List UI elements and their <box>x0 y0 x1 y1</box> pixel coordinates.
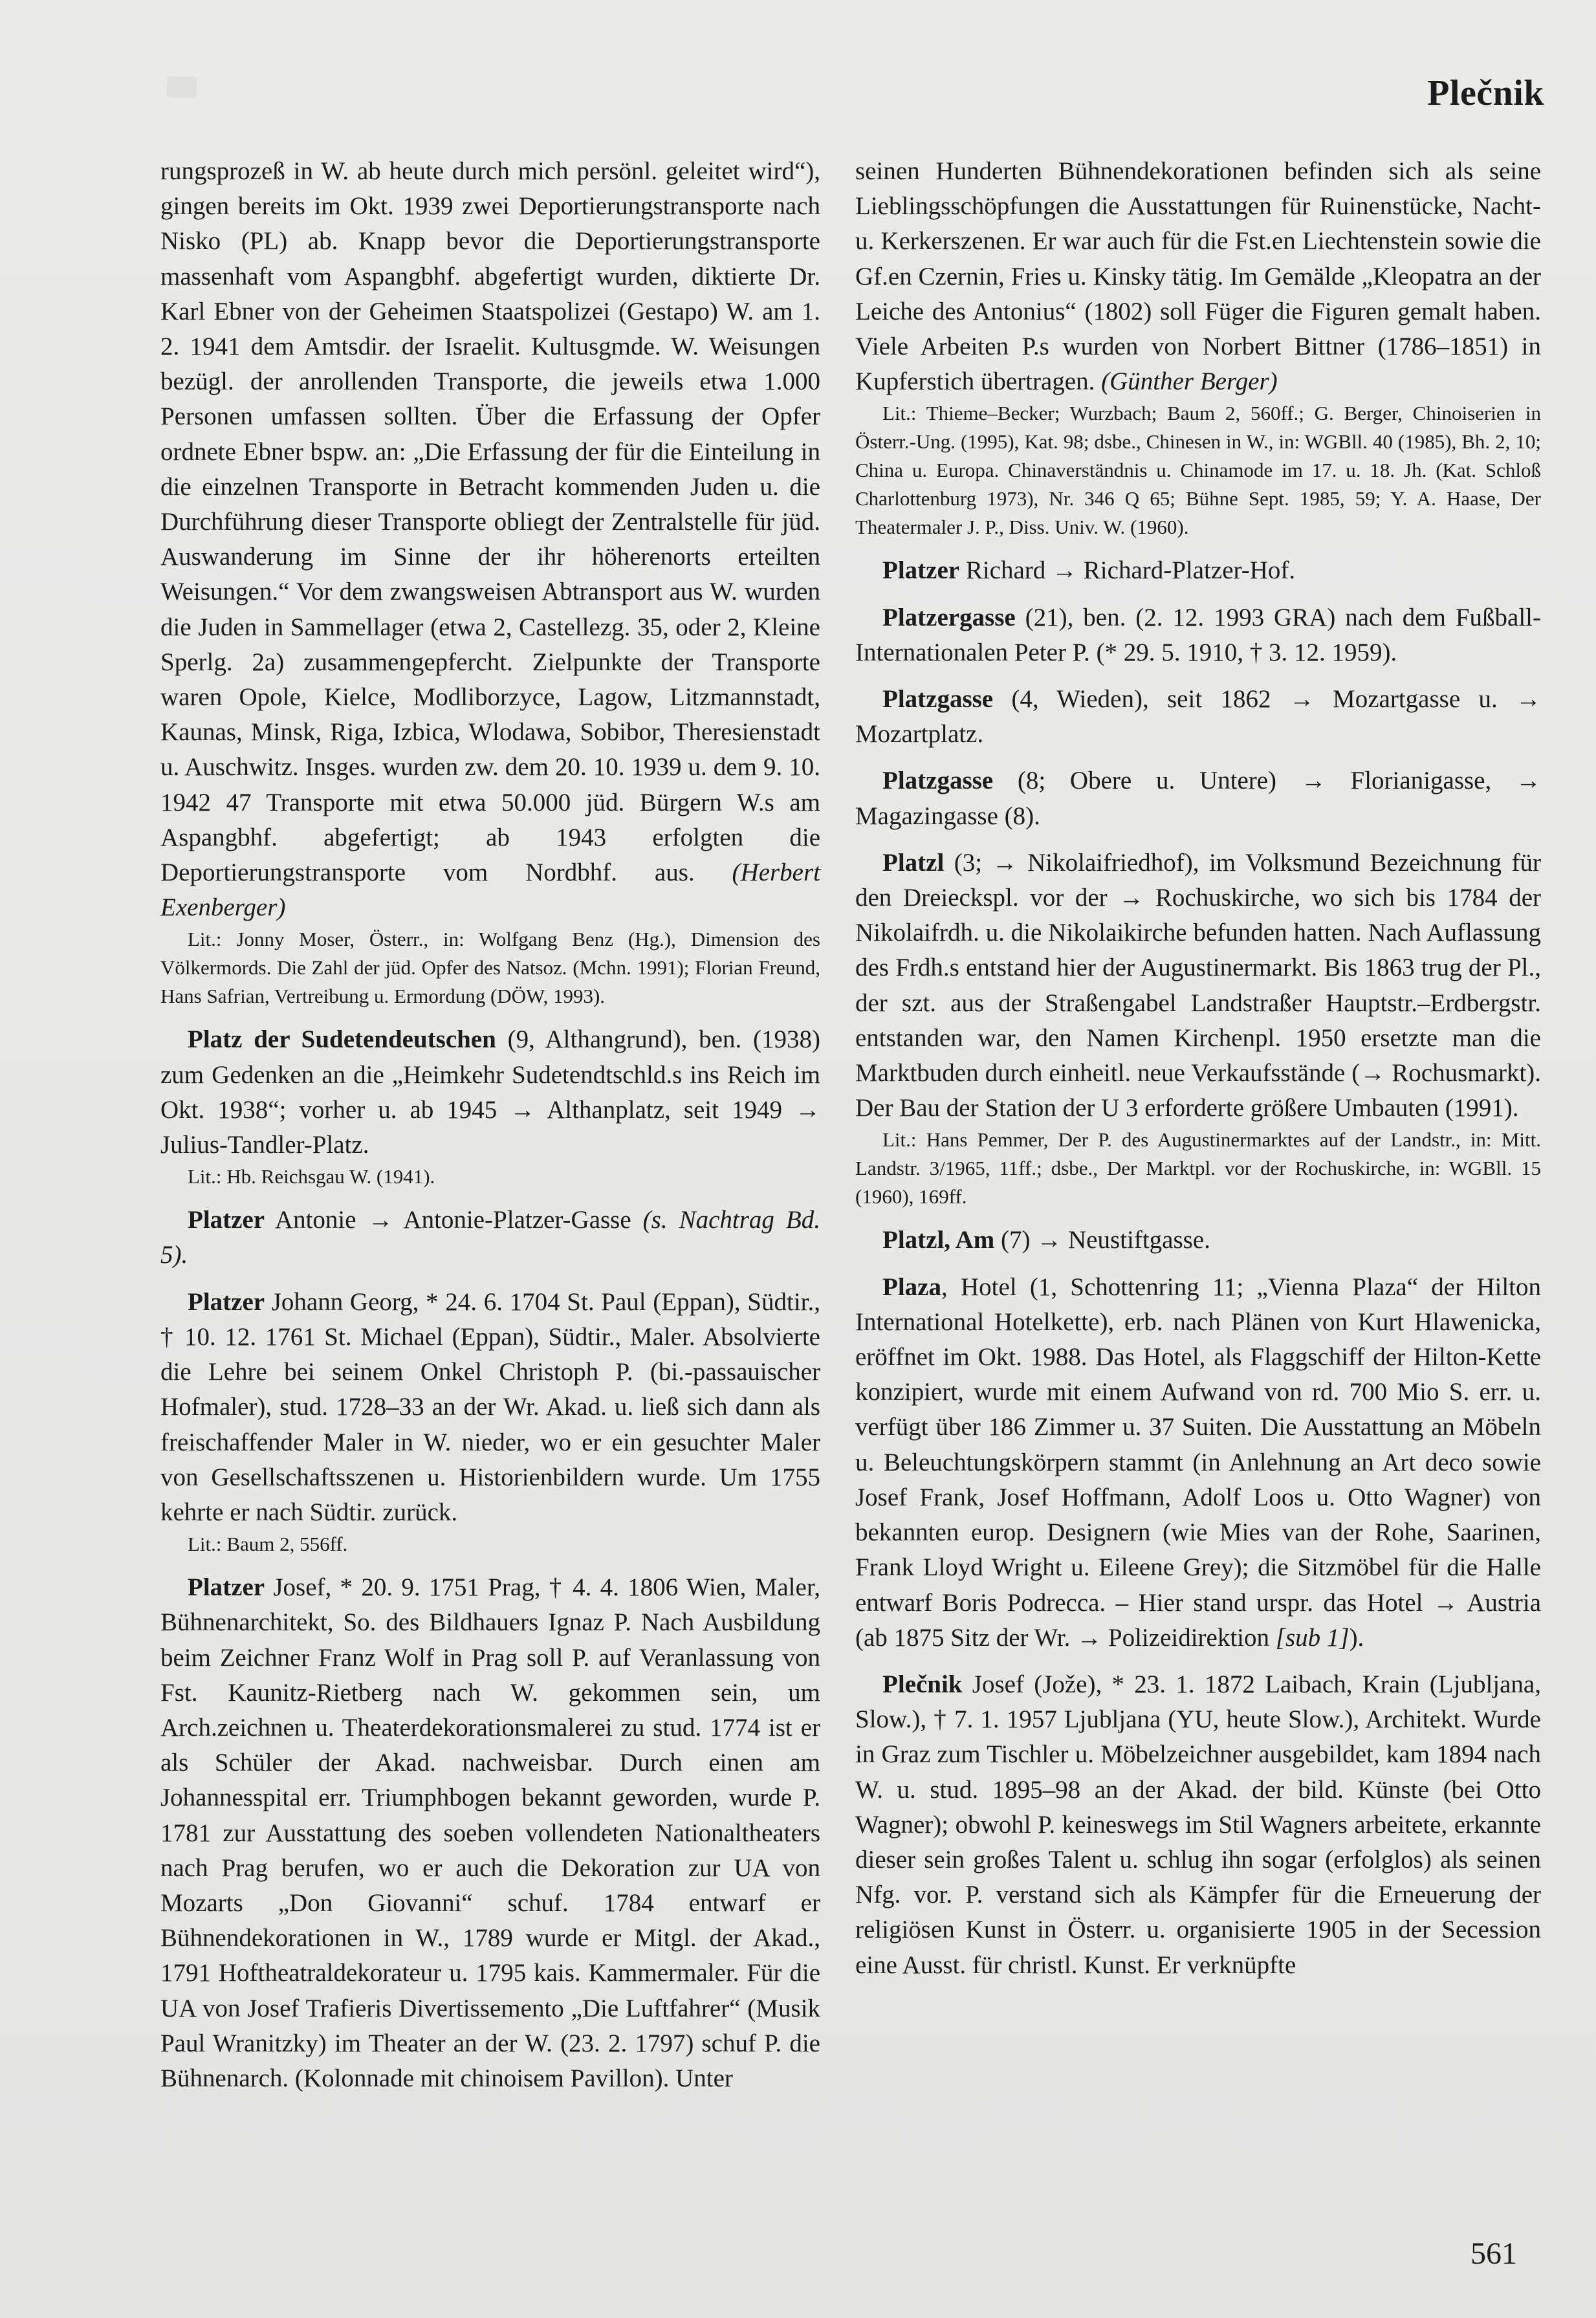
page-number: 561 <box>1470 2236 1517 2271</box>
literature-note: Lit.: Jonny Moser, Österr., in: Wolfgang Benz (Hg.), Dimension des Völkermords. Die Zahl der jüd. Opfer des Natsoz. (Mchn. 1991); Florian Freund, Hans Safrian, Vertreibung u. Ermordung (DÖW, 1993). <box>160 928 820 1008</box>
running-head: Plečnik <box>1427 73 1544 113</box>
entry-platzgasse-8 <box>855 763 1541 833</box>
entry-platz-der-sudetendeutschen <box>160 1022 820 1191</box>
entry-platzer-richard <box>855 553 1541 588</box>
entry-text: Antonie → Antonie-Platzer-Gasse <box>265 1206 643 1234</box>
entry-headword: Plaza <box>882 1273 941 1301</box>
entry-italic-ref: [sub 1] <box>1275 1623 1350 1652</box>
entry-text: (4, Wieden), seit 1862 → Mozartgasse u. → Mozartplatz. <box>855 685 1541 749</box>
entry-text: Johann Georg, * 24. 6. 1704 St. Paul (Eppan), Südtir., † 10. 12. 1761 St. Michael (Eppan), Südtir., Maler. Absolvierte die Lehre bei seinem Onkel Christoph P. (bi.-passauischer Hofmaler), stud. 1728–33 an der Wr. Akad. u. ließ sich dann als freischaffender Maler in W. nieder, wo er ein gesuchter Maler von Gesellschaftsszenen u. Historienbildern wurde. Um 1755 kehrte er nach Südtir. zurück. <box>160 1287 820 1526</box>
entry-plaza <box>855 1270 1541 1656</box>
entry-continuation <box>160 154 820 1011</box>
entry-text: (3; → Nikolaifriedhof), im Volksmund Bezeichnung für den Dreieckspl. vor der → Rochuskirche, wo sich bis 1784 der Nikolaifrdh. u. die Nikolaikirche befunden hatten. Nach Auflassung des Frdh.s entstand hier der Augustinermarkt. Bis 1863 trug der Pl., der szt. aus der Straßengabel Landstraßer Hauptstr.–Erdbergstr. entstanden war, den Namen Kirchenpl. 1950 ersetzte man die Marktbuden durch einheitl. neue Verkaufsstände (→ Rochusmarkt). Der Bau der Station der U 3 erforderte größere Umbauten (1991). <box>855 848 1541 1122</box>
entry-text: Josef, * 20. 9. 1751 Prag, † 4. 4. 1806 Wien, Maler, Bühnenarchitekt, So. des Bildhauers Ignaz P. Nach Ausbildung beim Zeichner Franz Wolf in Prag soll P. auf Veranlassung von Fst. Kaunitz-Rietberg nach W. gekommen sein, um Arch.zeichnen u. Theaterdekorationsmalerei zu stud. 1774 ist er als Schüler der Akad. nachweisbar. Durch einen am Johannesspital err. Triumphbogen bekannt geworden, wurde P. 1781 zur Ausstattung des soeben vollendeten Nationaltheaters nach Prag berufen, wo er auch die Dekoration zur UA von Mozarts „Don Giovanni“ schuf. 1784 entwarf er Bühnendekorationen in W., 1789 wurde er Mitgl. der Akad., 1791 Hoftheatraldekorateur u. 1795 kais. Kammermaler. Für die UA von Josef Trafieris Divertissemento „Die Luftfahrer“ (Musik Paul Wranitzky) im Theater an der W. (23. 2. 1797) schuf P. die Bühnenarch. (Kolonnade mit chinoisem Pavillon). Unter <box>160 1573 820 2092</box>
entry-text: (7) → Neustiftgasse. <box>994 1226 1210 1254</box>
entry-crossref-note: (s. Nachtrag Bd. 5). <box>160 1206 820 1269</box>
entry-platzer-josef <box>160 1570 820 2096</box>
entry-text: Josef (Jože), * 23. 1. 1872 Laibach, Krain (Ljubljana, Slow.), † 7. 1. 1957 Ljubljana (YU, heute Slow.), Architekt. Wurde in Graz zum Tischler u. Möbelzeichner ausgebildet, kam 1894 nach W. u. stud. 1895–98 an der Akad. der bild. Künste (bei Otto Wagner); obwohl P. keineswegs im Stil Wagners arbeitete, erkannte dieser sein großes Talent u. schlug ihn sogar (erfolglos) als seinen Nfg. vor. P. verstand sich als Kämpfer für die Erneuerung der religiösen Kunst in Österr. u. organisierte 1905 in der Secession eine Ausst. für christl. Kunst. Er verknüpfte <box>855 1670 1541 1979</box>
entry-headword: Platzl, Am <box>882 1226 995 1254</box>
right-column <box>855 154 1541 1995</box>
entry-plecnik <box>855 1667 1541 1983</box>
left-column <box>160 154 820 2108</box>
entry-headword: Platzer <box>188 1573 265 1602</box>
entry-text-end: ). <box>1349 1623 1364 1652</box>
literature-note: Lit.: Thieme–Becker; Wurzbach; Baum 2, 560ff.; G. Berger, Chinoiserien in Österr.-Ung. (1995), Kat. 98; dsbe., Chinesen in W., in: WGBll. 40 (1985), Bh. 2, 10; China u. Europa. Chinaverständnis u. Chinamode im 17. u. 18. Jh. (Kat. Schloß Charlottenburg 1973), Nr. 346 Q 65; Bühne Sept. 1985, 59; Y. A. Haase, Der Theatermaler J. P., Diss. Univ. W. (1960). <box>855 402 1541 539</box>
entry-headword: Platzgasse <box>882 767 994 795</box>
paper-mark <box>167 76 197 98</box>
entry-platzl-am <box>855 1223 1541 1258</box>
entry-headword: Plečnik <box>882 1670 963 1698</box>
literature-note: Lit.: Baum 2, 556ff. <box>188 1533 348 1556</box>
entry-text: rungsprozeß in W. ab heute durch mich persönl. geleitet wird“), gingen bereits im Okt. 1939 zwei Deportierungstransporte nach Nisko (PL) ab. Knapp bevor die Deportierungstransporte massenhaft vom Aspangbhf. abgefertigt wurden, diktierte Dr. Karl Ebner von der Geheimen Staatspolizei (Gestapo) W. am 1. 2. 1941 dem Amtsdir. der Israelit. Kultusgmde. W. Weisungen bezügl. der anrollenden Transporte, die jeweils etwa 1.000 Personen umfassen sollten. Über die Erfassung der Opfer ordnete Ebner bspw. an: „Die Erfassung der für die Einteilung in die einzelnen Transporte in Betracht kommenden Juden u. die Durchführung dieser Transporte obliegt der Zentralstelle für jüd. Auswanderung im Sinne der ihr höherenorts erteilten Weisungen.“ Vor dem zwangsweisen Abtransport aus W. wurden die Juden in Sammellager (etwa 2, Castellezg. 35, oder 2, Kleine Sperlg. 2a) zusammengepfercht. Zielpunkte der Transporte waren Opole, Kielce, Modliborzyce, Lagow, Litzmannstadt, Kaunas, Minsk, Riga, Izbica, Wlodawa, Sobibor, Theresienstadt u. Auschwitz. Insges. wurden zw. dem 20. 10. 1939 u. dem 9. 10. 1942 47 Transporte mit etwa 50.000 jüd. Bürgern W.s am Aspangbhf. abgefertigt; ab 1943 erfolgten die Deportierungstransporte vom Nordbhf. aus. <box>160 157 820 887</box>
entry-headword: Platzl <box>882 848 945 877</box>
entry-headword: Platzergasse <box>882 603 1016 631</box>
entry-platzergasse <box>855 600 1541 670</box>
entry-platzer-antonie <box>160 1203 820 1273</box>
entry-headword: Platzer <box>188 1287 265 1316</box>
entry-headword: Platzer <box>882 556 960 585</box>
entry-headword: Platz der Sudetendeutschen <box>188 1025 496 1054</box>
entry-platzer-johann-georg <box>160 1285 820 1558</box>
author-signature: (Herbert Exenberger) <box>160 858 821 922</box>
entry-text: (9, Althangrund), ben. (1938) zum Gedenken an die „Heimkehr Sudetendtschld.s ins Reich im Okt. 1938“; vorher u. ab 1945 → Althanplatz, seit 1949 → Julius-Tandler-Platz. <box>160 1025 820 1159</box>
entry-headword: Platzgasse <box>882 685 994 714</box>
entry-text: (8; Obere u. Untere) → Florianigasse, → Magazingasse (8). <box>855 767 1541 830</box>
author-signature: (Günther Berger) <box>1101 367 1278 396</box>
entry-text: Richard → Richard-Platzer-Hof. <box>959 556 1296 585</box>
entry-text: , Hotel (1, Schottenring 11; „Vienna Plaza“ der Hilton International Hotelkette), erb. nach Plänen von Kurt Hlawenicka, eröffnet im Okt. 1988. Das Hotel, als Flaggschiff der Hilton-Kette konzipiert, wurde mit einem Aufwand von rd. 700 Mio S. err. u. verfügt über 186 Zimmer u. 37 Suiten. Die Ausstattung an Möbeln u. Beleuchtungskörpern stammt (in Anlehnung an Art deco sowie Josef Frank, Josef Hoffmann, Adolf Loos u. Otto Wagner) von bekannten europ. Designern (wie Mies van der Rohe, Saarinen, Frank Lloyd Wright u. Eileene Grey); die Sitzmöbel für die Halle entwarf Boris Podrecca. – Hier stand urspr. das Hotel → Austria (ab 1875 Sitz der Wr. → Polizeidirektion <box>855 1273 1541 1652</box>
literature-note: Lit.: Hans Pemmer, Der P. des Augustinermarktes auf der Landstr., in: Mitt. Landstr. 3/1965, 11ff.; dsbe., Der Marktpl. vor der Rochuskirche, in: WGBll. 15 (1960), 169ff. <box>855 1128 1541 1208</box>
entry-text: seinen Hunderten Bühnendekorationen befinden sich als seine Lieblingsschöpfungen die Ausstattungen für Ruinenstücke, Nacht- u. Kerkerszenen. Er war auch für die Fst.en Liechtenstein sowie die Gf.en Czernin, Fries u. Kinsky tätig. Im Gemälde „Kleopatra an der Leiche des Antonius“ (1802) soll Füger die Figuren gemalt haben. Viele Arbeiten P.s wurden von Norbert Bittner (1786–1851) in Kupferstich übertragen. <box>855 157 1541 396</box>
entry-platzl <box>855 846 1541 1212</box>
entry-platzgasse-4 <box>855 682 1541 752</box>
entry-text: (21), ben. (2. 12. 1993 GRA) nach dem Fußball-Internationalen Peter P. (* 29. 5. 1910, † 3. 12. 1959). <box>855 603 1541 666</box>
entry-continuation <box>855 154 1541 541</box>
entry-headword: Platzer <box>188 1206 265 1234</box>
literature-note: Lit.: Hb. Reichsgau W. (1941). <box>188 1165 435 1188</box>
